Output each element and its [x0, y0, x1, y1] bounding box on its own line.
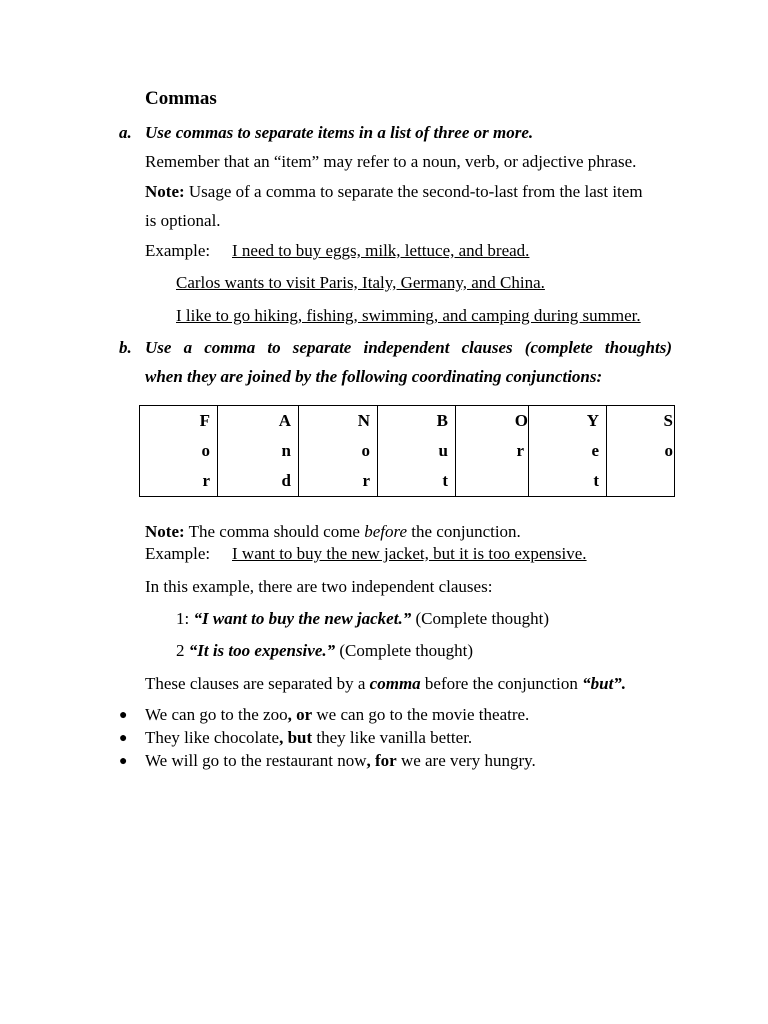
section-b-marker: b.	[119, 338, 132, 357]
note-label: Note:	[145, 182, 185, 201]
clause-2: 2 “It is too expensive.” (Complete thought)	[176, 641, 474, 660]
conjunction-cell: O r	[456, 406, 529, 497]
section-b-heading-line1: Use a comma to separate independent clauses (complete thoughts)	[145, 338, 672, 357]
example-sentence: Carlos wants to visit Paris, Italy, Germany, and China.	[176, 273, 545, 292]
list-item: We will go to the restaurant now, for we are very hungry.	[145, 751, 536, 770]
bullet-icon: ●	[119, 708, 128, 723]
section-a-note	[145, 182, 643, 202]
conjunction-cell: A n d	[218, 406, 299, 497]
separated-explanation: These clauses are separated by a comma before the conjunction “but”.	[145, 674, 627, 693]
conjunction-cell: B u t	[378, 406, 456, 497]
example-sentence: I want to buy the new jacket, but it is too expensive.	[232, 544, 587, 563]
section-a-note-cont: is optional.	[145, 211, 221, 230]
section-b-explain: In this example, there are two independent clauses:	[145, 577, 493, 596]
list-item: We can go to the zoo, or we can go to the movie theatre.	[145, 705, 530, 724]
section-b-note: Note: The comma should come before the conjunction.	[145, 522, 521, 541]
example-sentence: I need to buy eggs, milk, lettuce, and bread.	[232, 241, 530, 260]
list-item: They like chocolate, but they like vanilla better.	[145, 728, 473, 747]
conjunctions-table	[139, 405, 675, 497]
bullet-icon: ●	[119, 731, 128, 746]
example-sentence: I like to go hiking, fishing, swimming, and camping during summer.	[176, 306, 641, 325]
conjunction-cell: Y e t	[529, 406, 607, 497]
section-b-example-label: Example:	[145, 544, 211, 563]
section-a-remember: Remember that an “item” may refer to a noun, verb, or adjective phrase.	[145, 152, 637, 171]
note-label: Note:	[145, 522, 185, 541]
conjunction-cell: N o r	[299, 406, 378, 497]
page-title: Commas	[145, 88, 217, 109]
bullet-icon: ●	[119, 754, 128, 769]
conjunction-cell: F o r	[140, 406, 218, 497]
clause-1: 1: “I want to buy the new jacket.” (Complete thought)	[176, 609, 550, 628]
section-b-heading-line2: when they are joined by the following coordinating conjunctions:	[145, 367, 603, 386]
section-a-marker: a.	[119, 123, 132, 142]
conjunction-cell: S o	[607, 406, 675, 497]
section-a-heading: Use commas to separate items in a list of three or more.	[145, 123, 534, 142]
note-text: Usage of a comma to separate the second-to-last from the last item	[184, 182, 643, 201]
section-a-example-label: Example:	[145, 241, 211, 260]
